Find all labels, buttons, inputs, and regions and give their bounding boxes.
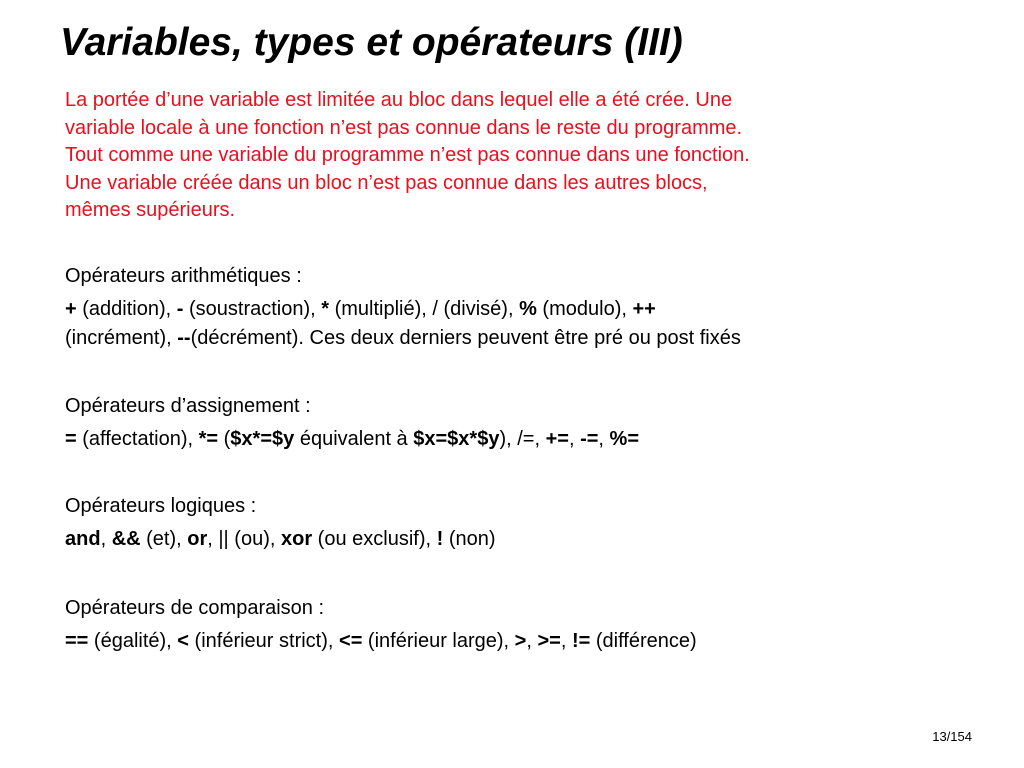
- operator-description: (inférieur strict),: [188, 630, 340, 652]
- operator-description: ), /=,: [499, 428, 546, 450]
- operator-symbol: or: [187, 528, 208, 550]
- intro-line: mêmes supérieurs.: [65, 199, 236, 221]
- logical-line-1: [65, 525, 985, 554]
- intro-line: variable locale à une fonction n’est pas connue dans le reste du programme.: [65, 116, 743, 139]
- operator-description: (: [218, 428, 231, 450]
- operator-symbol: <: [177, 630, 189, 652]
- operator-symbol: -=: [580, 428, 599, 450]
- operator-description: (non): [443, 528, 496, 550]
- operator-symbol: -: [176, 298, 184, 320]
- operator-symbol: +=: [545, 428, 569, 450]
- intro-line: Tout comme une variable du programme n’est pas connue dans une fonction.: [65, 144, 750, 166]
- intro-line: La portée d’une variable est limitée au bloc dans lequel elle a été crée. Une: [65, 89, 733, 111]
- assignment-heading: Opérateurs d’assignement :: [65, 395, 311, 417]
- arithmetic-heading: Opérateurs arithmétiques :: [65, 265, 302, 287]
- assignment-operators-section: [65, 392, 985, 454]
- logical-operators-section: [65, 492, 985, 554]
- operator-symbol: !=: [571, 630, 591, 652]
- operator-symbol: xor: [281, 528, 313, 550]
- operator-symbol: *: [321, 298, 330, 320]
- intro-paragraph: [65, 87, 965, 225]
- operator-symbol: ==: [65, 630, 89, 652]
- operator-description: (affectation),: [76, 428, 199, 450]
- operator-symbol: >=: [537, 630, 561, 652]
- operator-description: (addition),: [76, 298, 177, 320]
- operator-description: ,: [598, 428, 610, 450]
- arithmetic-line-2: [65, 324, 985, 353]
- operator-description: ,: [526, 630, 538, 652]
- operator-description: (modulo),: [536, 298, 633, 320]
- arithmetic-line-1: [65, 295, 985, 324]
- operator-description: (et),: [140, 528, 188, 550]
- comparison-operators-section: [65, 594, 985, 656]
- operator-description: (égalité),: [88, 630, 178, 652]
- operator-description: ,: [560, 630, 572, 652]
- logical-heading: Opérateurs logiques :: [65, 495, 257, 517]
- arithmetic-operators-section: [65, 262, 985, 353]
- comparison-heading: Opérateurs de comparaison :: [65, 597, 325, 619]
- operator-symbol: %: [519, 298, 537, 320]
- operator-description: ,: [100, 528, 112, 550]
- intro-line: Une variable créée dans un bloc n’est pas connue dans les autres blocs,: [65, 171, 708, 194]
- operator-description: (décrément). Ces deux derniers peuvent être pré ou post fixés: [190, 327, 741, 349]
- slide-title: Variables, types et opérateurs (III): [60, 21, 683, 64]
- operator-symbol: $x=$x*$y: [413, 428, 500, 450]
- operator-symbol: %=: [609, 428, 639, 450]
- operator-description: équivalent à: [294, 428, 414, 450]
- page-number: 13/154: [932, 729, 972, 744]
- operator-symbol: ++: [632, 298, 656, 320]
- operator-description: , || (ou),: [207, 528, 281, 550]
- operator-symbol: --: [177, 327, 191, 349]
- operator-description: (incrément),: [65, 327, 178, 349]
- operator-description: (inférieur large),: [362, 630, 515, 652]
- operator-description: (différence): [590, 630, 697, 652]
- operator-symbol: >: [514, 630, 527, 652]
- operator-symbol: and: [65, 528, 101, 550]
- operator-symbol: !: [436, 528, 444, 550]
- operator-symbol: <=: [339, 630, 363, 652]
- operator-symbol: =: [65, 428, 77, 450]
- operator-symbol: $x*=$y: [230, 428, 295, 450]
- assignment-line-1: [65, 425, 985, 454]
- operator-symbol: *=: [198, 428, 219, 450]
- operator-symbol: &&: [111, 528, 141, 550]
- operator-description: (soustraction),: [183, 298, 322, 320]
- operator-symbol: +: [65, 298, 77, 320]
- operator-description: (multiplié), / (divisé),: [329, 298, 520, 320]
- operator-description: ,: [568, 428, 581, 450]
- comparison-line-1: [65, 627, 985, 656]
- operator-description: (ou exclusif),: [312, 528, 437, 550]
